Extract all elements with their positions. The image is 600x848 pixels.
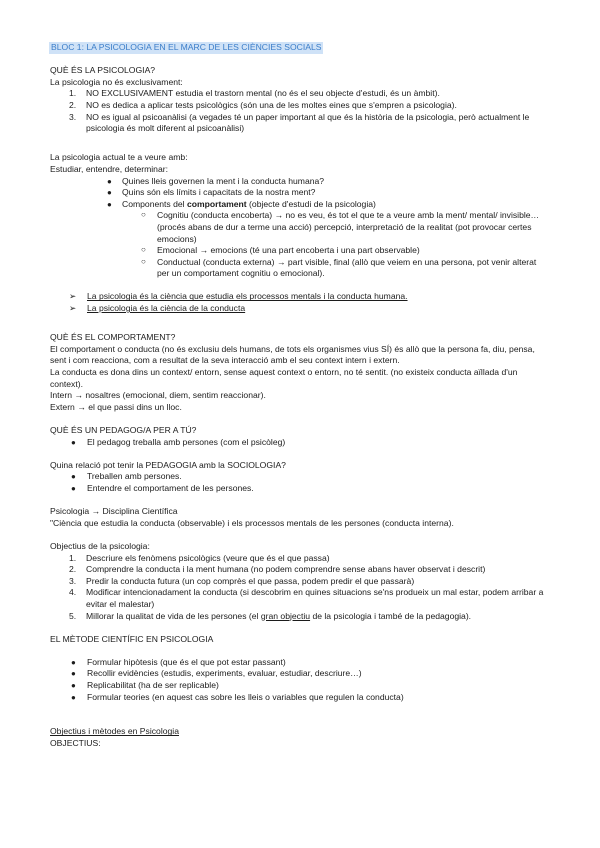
- bullet-icon: ●: [71, 681, 76, 691]
- section-heading: Objectius i mètodes en Psicologia: [50, 726, 179, 737]
- bullet-list: [50, 657, 550, 703]
- list-item: ● Replicabilitat (ha de ser replicable): [71, 680, 219, 691]
- bullet-icon: ●: [71, 657, 76, 667]
- bullet-icon: ●: [107, 188, 112, 198]
- arrowhead-icon: ➢: [69, 291, 77, 302]
- arrowhead-icon: ➢: [69, 303, 77, 314]
- sub-list-item: ○ Cognitiu (conducta encoberta) → no es veu, és tot el que te a veure amb la ment/ mental/ invisible… (procés abans de dur a terme una acció) percepció, interpretació de la realitat (pot provocar certes emocions): [141, 210, 540, 244]
- bullet-list: [50, 471, 550, 494]
- list-item: 1. Descriure els fenòmens psicològics (veure que és el que passa): [69, 552, 330, 563]
- bullet-icon: ●: [71, 669, 76, 679]
- list-item: 3. NO es igual al psicoanàlisi (a vegades té un paper important al que és la història de la psicologia, però actualment le psicologia és molt diferent al psicoanàlisi): [69, 111, 530, 134]
- section-heading: QUÈ ÉS LA PSICOLOGIA?: [50, 65, 156, 76]
- list-item: 5. Millorar la qualitat de vida de les persones (el gran objectiu de la psicologia i també de la pedagogia).: [69, 610, 472, 621]
- section-heading: Objectius de la psicologia:: [50, 540, 150, 551]
- sub-list-item: ○ Conductual (conducta externa) → part visible, final (allò que veiem en una persona, pot venir alterat per un comportament cognitiu o emocional).: [141, 256, 537, 279]
- list-item: 2. Comprendre la conducta i la ment humana (no podem comprendre sense abans haver observat i descrit): [69, 564, 486, 575]
- list-item: ● Entendre el comportament de les persones.: [71, 482, 254, 493]
- bullet-list: [50, 176, 550, 280]
- paragraph: La psicologia actual te a veure amb:: [50, 152, 188, 163]
- list-item: ● Formular hipòtesis (que és el que pot estar passant): [71, 656, 286, 667]
- list-item: 3. Predir la conducta futura (un cop comprès el que passa, podem predir el que passarà): [69, 575, 415, 586]
- bullet-icon: ●: [71, 472, 76, 482]
- section-heading: Quina relació pot tenir la PEDAGOGIA amb la SOCIOLOGIA?: [50, 459, 286, 470]
- circle-bullet-icon: ○: [141, 256, 146, 266]
- list-item: ● Formular teories (en aquest cas sobre les lleis o variables que regulen la conducta): [71, 691, 404, 702]
- section-heading: QUÈ ÉS UN PEDAGOG/A PER A TÚ?: [50, 425, 197, 435]
- circle-bullet-icon: ○: [141, 245, 146, 255]
- list-item: ● Treballen amb persones.: [71, 471, 182, 482]
- list-item: ● Recollir evidències (estudis, experiments, evaluar, estudiar, descriure…): [71, 668, 362, 679]
- bullet-icon: ●: [107, 176, 112, 186]
- list-item: ● Quins són els límits i capacitats de la nostra ment?: [107, 187, 316, 198]
- numbered-list: [50, 88, 550, 134]
- section-heading: QUÈ ÉS EL COMPORTAMENT?: [50, 332, 176, 343]
- document-page: [50, 42, 550, 750]
- list-item: ● Components del comportament (objecte d'estudi de la psicologia) ○ Cognitiu (conducta encoberta) → no es veu, és tot el que te a veure amb la ment/ mental/ invisible… (procés abans de dur a terme una acció) percepció, interpretació de la realitat (pot provocar certes emocions) ○ Emocional → emocions (té una part encoberta i una part observable) ○ Conductual (conducta externa) → part visible, final (allò que veiem en una persona, pot venir alterat per un comportament cognitiu o emocional).: [50, 199, 550, 280]
- bullet-list: [50, 437, 550, 449]
- bullet-icon: ●: [71, 692, 76, 702]
- paragraph: Psicologia → Disciplina Científica: [50, 506, 178, 517]
- numbered-list: [50, 553, 550, 623]
- bullet-icon: ●: [71, 483, 76, 493]
- list-item: ➢ La psicologia és la ciència que estudia els processos mentals i la conducta humana.: [69, 291, 408, 302]
- paragraph: El comportament o conducta (no és exclusiu dels humans, de tots els organismes vius SÍ) és allò que la persona fa, diu, pensa, sent i com reacciona, com a resultat de la seva interacció amb el seu context intern i extern.: [50, 343, 535, 366]
- paragraph: "Ciència que estudia la conducta (observable) i els processos mentals de les persones (conducta interna).: [50, 517, 454, 528]
- list-item: 2. NO es dedica a aplicar tests psicològics (són una de les moltes eines que s'empren a psicologia).: [69, 99, 457, 110]
- section-heading: EL MÈTODE CIENTÍFIC EN PSICOLOGIA: [50, 633, 214, 644]
- list-item: ● El pedagog treballa amb persones (com el psicòleg): [71, 436, 286, 447]
- document-title: BLOC 1: LA PSICOLOGIA EN EL MARC DE LES CIÈNCIES SOCIALS: [51, 42, 322, 52]
- paragraph: La psicologia no és exclusivament:: [50, 76, 183, 87]
- list-item: 1. NO EXCLUSIVAMENT estudia el trastorn mental (no és el seu objecte d'estudi, és un àmbit).: [69, 88, 440, 99]
- paragraph: Intern → nosaltres (emocional, diem, sentim reaccionar).: [50, 390, 266, 401]
- list-item: 4. Modificar intencionadament la conducta (si descobrim en quines situacions se'ns produeix un mal estar, podem arribar a evitar el malestar): [69, 587, 544, 609]
- list-item: ➢ La psicologia és la ciència de la conducta: [69, 303, 246, 314]
- subheading: OBJECTIUS:: [50, 738, 101, 749]
- sub-list: [50, 210, 550, 280]
- bullet-icon: ●: [107, 199, 112, 209]
- list-item: ● Quines lleis governen la ment i la conducta humana?: [107, 175, 325, 186]
- arrow-list: [50, 291, 550, 314]
- paragraph: La conducta es dona dins un context/ entorn, sense aquest context o entorn, no té sentit. (no existeix conducta aïllada d'un context).: [50, 367, 518, 389]
- paragraph: Extern → el que passi dins un lloc.: [50, 401, 182, 412]
- bullet-icon: ●: [71, 437, 76, 447]
- paragraph: Estudiar, entendre, determinar:: [50, 163, 168, 174]
- circle-bullet-icon: ○: [141, 210, 146, 220]
- sub-list-item: ○ Emocional → emocions (té una part encoberta i una part observable): [141, 245, 420, 256]
